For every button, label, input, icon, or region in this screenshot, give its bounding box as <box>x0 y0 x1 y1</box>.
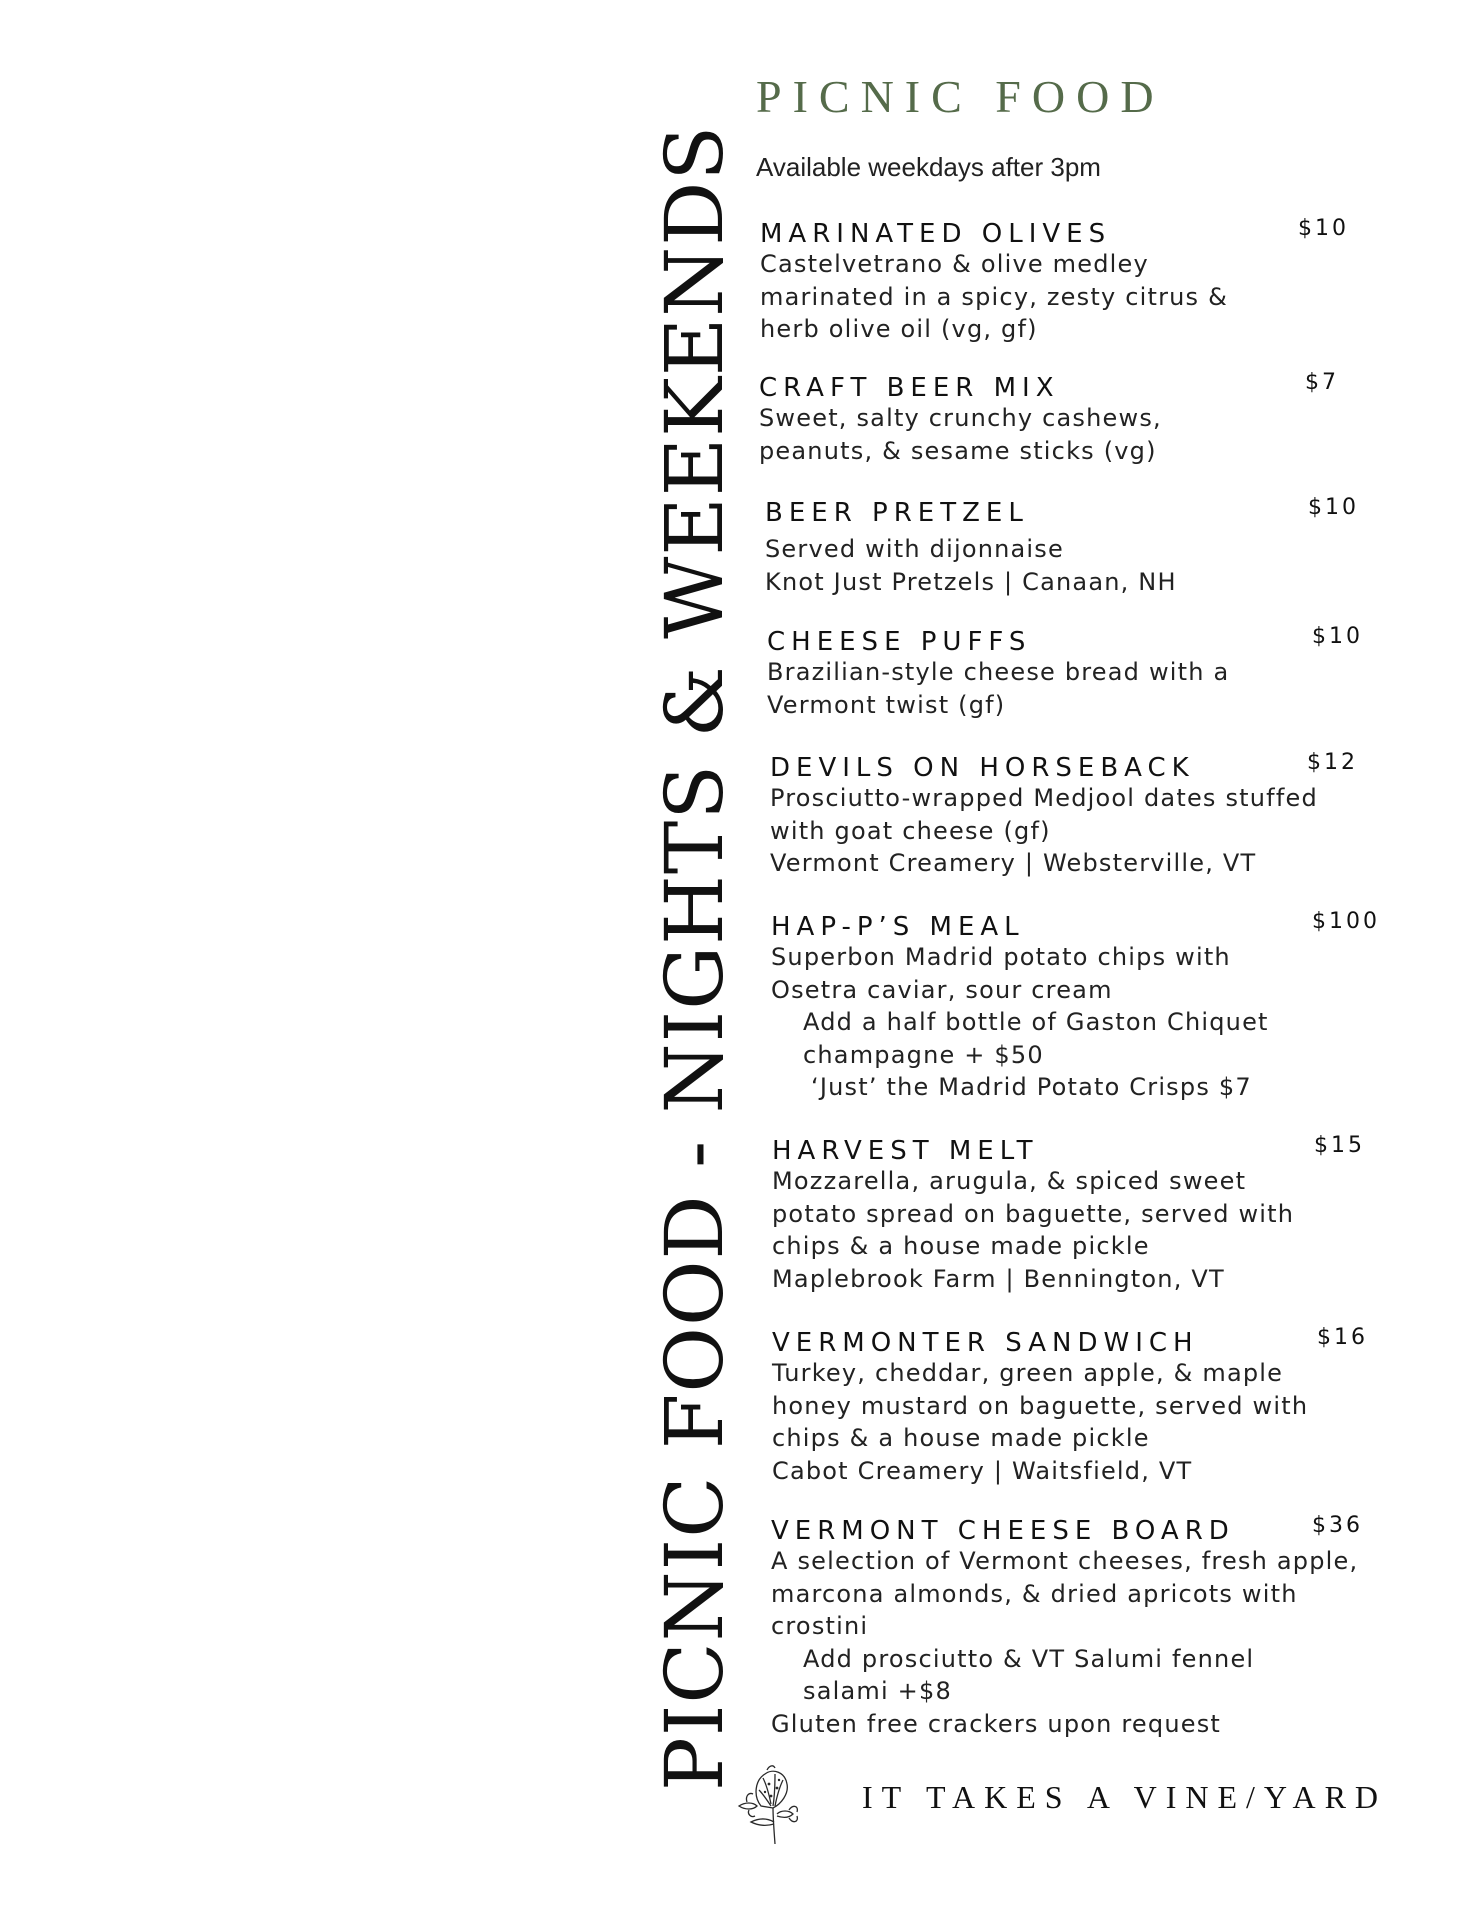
item-description-line: A selection of Vermont cheeses, fresh apple, <box>771 1547 1359 1575</box>
item-description <box>765 533 1177 598</box>
item-description-line: marcona almonds, & dried apricots with <box>771 1579 1298 1608</box>
item-description-line: Add a half bottle of Gaston Chiquet <box>803 1008 1269 1036</box>
item-name: CRAFT BEER MIX <box>759 373 1060 403</box>
item-description-line: Vermont Creamery | Websterville, VT <box>770 849 1257 877</box>
brand-name: IT TAKES A VINE/YARD <box>862 1779 1388 1815</box>
item-name: HARVEST MELT <box>772 1136 1039 1166</box>
item-description-line: Cabot Creamery | Waitsfield, VT <box>772 1456 1193 1485</box>
item-description-line: potato spread on baguette, served with <box>772 1199 1295 1228</box>
item-description-line: peanuts, & sesame sticks (vg) <box>759 436 1157 465</box>
item-description-line: with goat cheese (gf) <box>770 816 1051 845</box>
item-description <box>771 941 1269 1104</box>
item-description-line: Brazilian-style cheese bread with a <box>767 658 1230 686</box>
item-description-line: Maplebrook Farm | Bennington, VT <box>772 1264 1225 1293</box>
item-description <box>771 1545 1358 1740</box>
item-description <box>759 402 1162 467</box>
item-description <box>772 1357 1308 1487</box>
item-price: $10 <box>1298 216 1349 241</box>
item-name: HAP-P’S MEAL <box>771 912 1025 942</box>
item-description-line: chips & a house made pickle <box>772 1424 1150 1452</box>
item-description-line: Add prosciutto & VT Salumi fennel <box>803 1644 1255 1673</box>
item-description-line: champagne + $50 <box>803 1040 1044 1069</box>
item-description-line: marinated in a spicy, zesty citrus & <box>760 282 1228 311</box>
item-description-line: crostini <box>771 1612 869 1640</box>
item-description-line: Osetra caviar, sour cream <box>771 975 1113 1004</box>
item-description-line: ‘Just’ the Madrid Potato Crisps $7 <box>811 1073 1252 1101</box>
item-description <box>770 782 1318 880</box>
side-title: PICNIC FOOD - NIGHTS & WEEKENDS <box>648 124 741 1791</box>
item-description-line: chips & a house made pickle <box>772 1232 1150 1260</box>
item-price: $100 <box>1312 909 1380 934</box>
item-name: DEVILS ON HORSEBACK <box>770 753 1195 783</box>
item-description-line: Gluten free crackers upon request <box>771 1709 1222 1738</box>
item-description-line: Castelvetrano & olive medley <box>760 250 1149 278</box>
item-name: VERMONT CHEESE BOARD <box>771 1516 1235 1546</box>
item-name: MARINATED OLIVES <box>760 219 1112 249</box>
item-price: $7 <box>1305 370 1339 395</box>
item-price: $36 <box>1312 1513 1363 1538</box>
item-description-line: herb olive oil (vg, gf) <box>760 315 1038 343</box>
item-price: $15 <box>1314 1133 1365 1158</box>
item-description-line: Sweet, salty crunchy cashews, <box>759 404 1162 432</box>
clover-bee-icon <box>733 1756 803 1846</box>
item-description-line: honey mustard on baguette, served with <box>772 1391 1309 1420</box>
item-name: VERMONTER SANDWICH <box>772 1328 1199 1358</box>
item-description <box>760 248 1228 346</box>
item-price: $10 <box>1308 495 1359 520</box>
item-price: $12 <box>1307 750 1358 775</box>
item-description <box>772 1165 1294 1295</box>
item-description-line: Prosciutto-wrapped Medjool dates stuffed <box>770 784 1318 812</box>
item-description-line: Mozzarella, arugula, & spiced sweet <box>772 1167 1247 1195</box>
item-price: $10 <box>1312 624 1363 649</box>
item-description-line: Served with dijonnaise <box>765 535 1064 563</box>
availability-note: Available weekdays after 3pm <box>756 152 1101 182</box>
item-description-line: Vermont twist (gf) <box>767 690 1006 719</box>
item-description <box>767 656 1229 721</box>
item-description-line: salami +$8 <box>803 1677 952 1705</box>
item-name: CHEESE PUFFS <box>767 627 1032 657</box>
item-description-line: Superbon Madrid potato chips with <box>771 943 1231 971</box>
page-title: PICNIC FOOD <box>756 71 1165 122</box>
item-description-line: Knot Just Pretzels | Canaan, NH <box>765 567 1177 596</box>
item-description-line: Turkey, cheddar, green apple, & maple <box>772 1359 1284 1387</box>
item-price: $16 <box>1317 1325 1368 1350</box>
item-name: BEER PRETZEL <box>765 498 1029 528</box>
